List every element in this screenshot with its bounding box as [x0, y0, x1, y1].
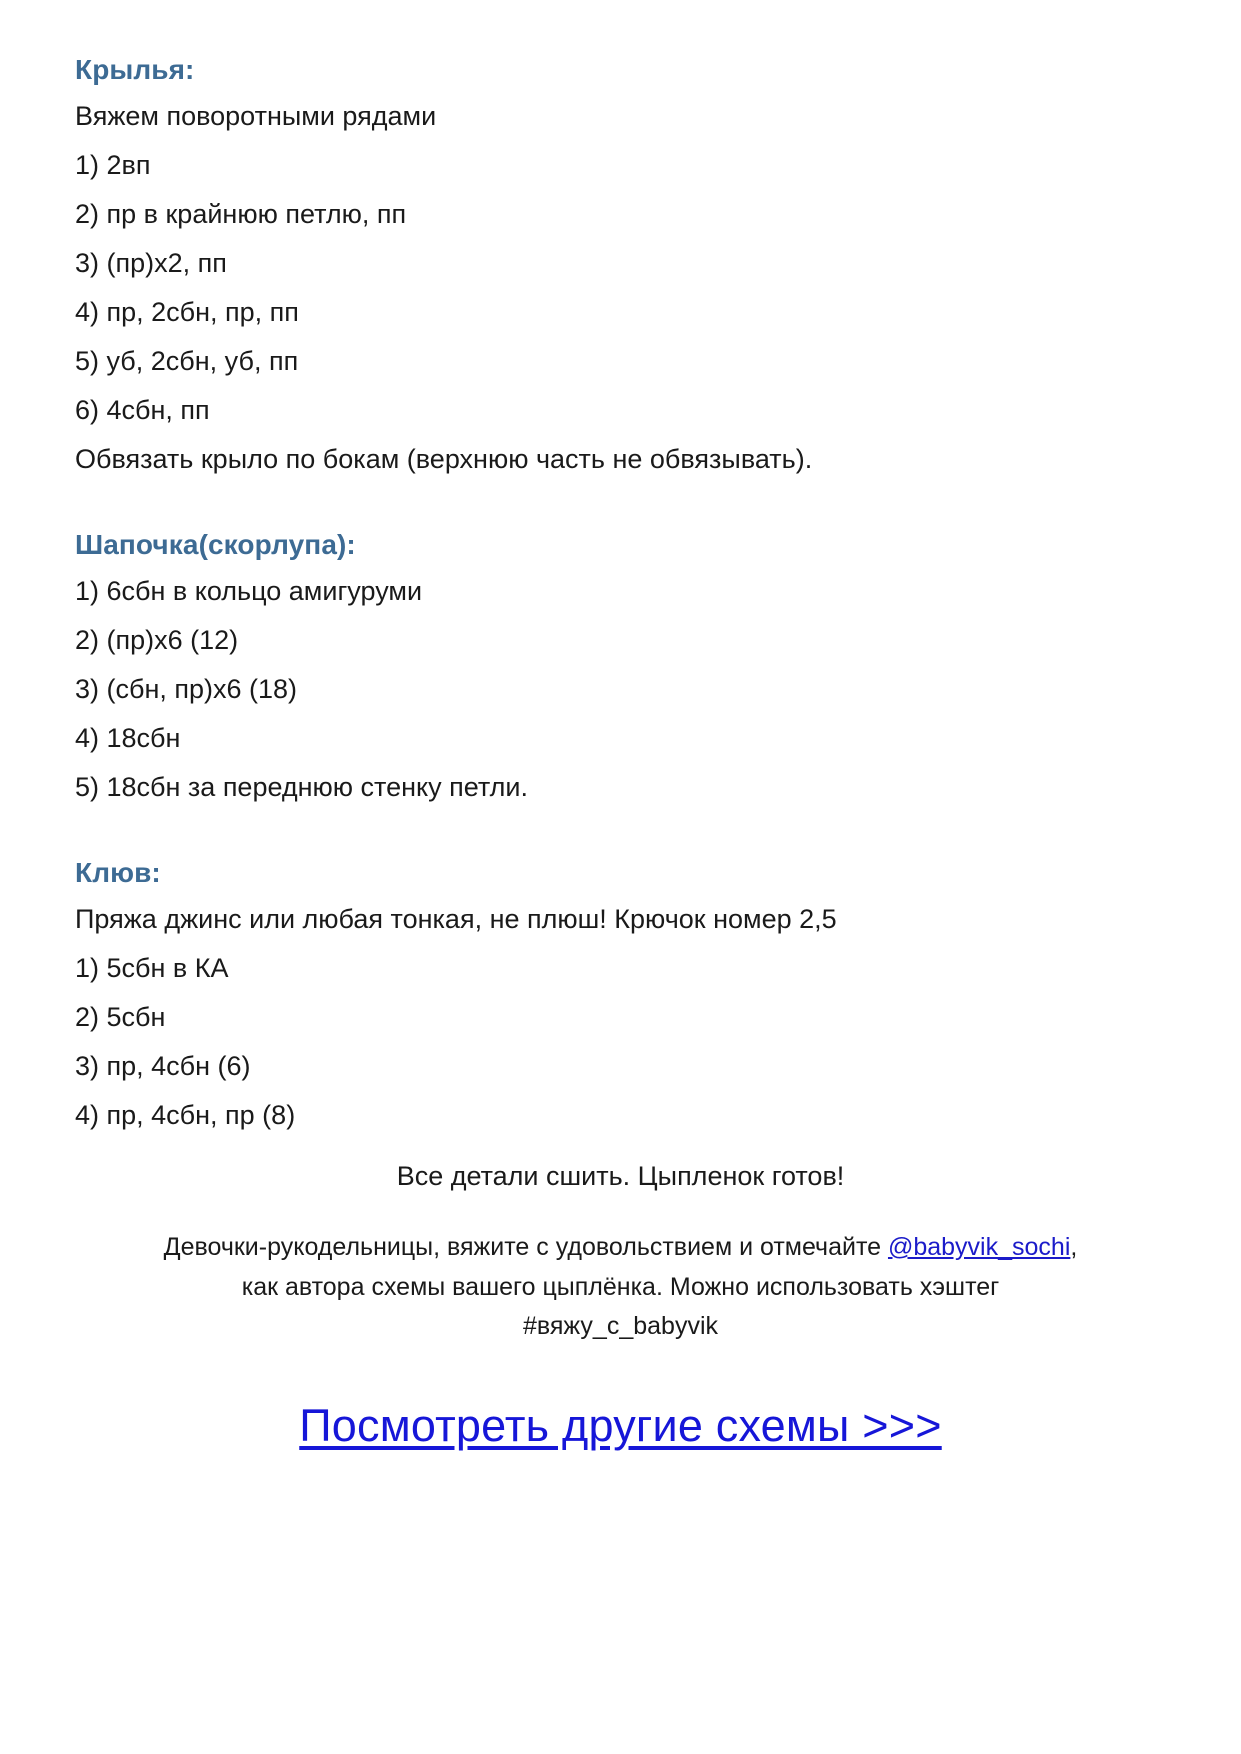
row-wings-6: 6) 4сбн, пп	[75, 395, 210, 425]
row-cap-3: 3) (сбн, пр)х6 (18)	[75, 674, 298, 704]
row-beak-2: 2) 5сбн	[75, 1002, 166, 1032]
section-cap	[75, 531, 1166, 801]
section-heading-cap: Шапочка(скорлупа):	[75, 529, 356, 560]
row-wings-3: 3) (пр)х2, пп	[75, 248, 227, 278]
row-beak-3: 3) пр, 4сбн (6)	[75, 1051, 251, 1081]
section-heading-beak: Клюв:	[75, 857, 161, 888]
row-wings-4: 4) пр, 2сбн, пр, пп	[75, 297, 299, 327]
credit-line2: как автора схемы вашего цыплёнка. Можно использовать хэштег	[241, 1272, 1000, 1301]
row-wings-2: 2) пр в крайнюю петлю, пп	[75, 199, 407, 229]
final-link-container	[75, 1401, 1166, 1451]
section-intro-beak: Пряжа джинс или любая тонкая, не плюш! Крючок номер 2,5	[75, 904, 837, 934]
section-spacer-2	[75, 823, 1166, 859]
row-cap-1: 1) 6сбн в кольцо амигуруми	[75, 576, 423, 606]
credit-line1-before-link: Девочки-рукодельницы, вяжите с удовольствием и отмечайте	[163, 1233, 888, 1261]
section-heading-wings: Крылья:	[75, 54, 195, 85]
row-cap-5: 5) 18сбн за переднюю стенку петли.	[75, 772, 529, 802]
credit-line1-after-link: ,	[1070, 1233, 1078, 1261]
section-note-wings: Обвязать крыло по бокам (верхнюю часть не обвязывать).	[75, 444, 813, 474]
row-beak-1: 1) 5сбн в КА	[75, 953, 229, 983]
section-intro-wings: Вяжем поворотными рядами	[75, 101, 437, 131]
row-cap-2: 2) (пр)х6 (12)	[75, 625, 239, 655]
row-wings-1: 1) 2вп	[75, 150, 151, 180]
row-beak-4: 4) пр, 4сбн, пр (8)	[75, 1100, 296, 1130]
section-beak	[75, 859, 1166, 1129]
view-other-patterns-link[interactable]: Посмотреть другие схемы >>>	[299, 1399, 942, 1451]
instagram-handle-link[interactable]: @babyvik_sochi	[887, 1233, 1071, 1261]
credit-hashtag: #вяжу_c_babyvik	[522, 1312, 719, 1340]
section-wings	[75, 56, 1166, 473]
closing-finish-text: Все детали сшить. Цыпленок готов!	[396, 1161, 845, 1191]
row-cap-4: 4) 18сбн	[75, 723, 181, 753]
credit-block	[75, 1228, 1166, 1347]
row-wings-5: 5) уб, 2сбн, уб, пп	[75, 346, 299, 376]
section-spacer-1	[75, 495, 1166, 531]
